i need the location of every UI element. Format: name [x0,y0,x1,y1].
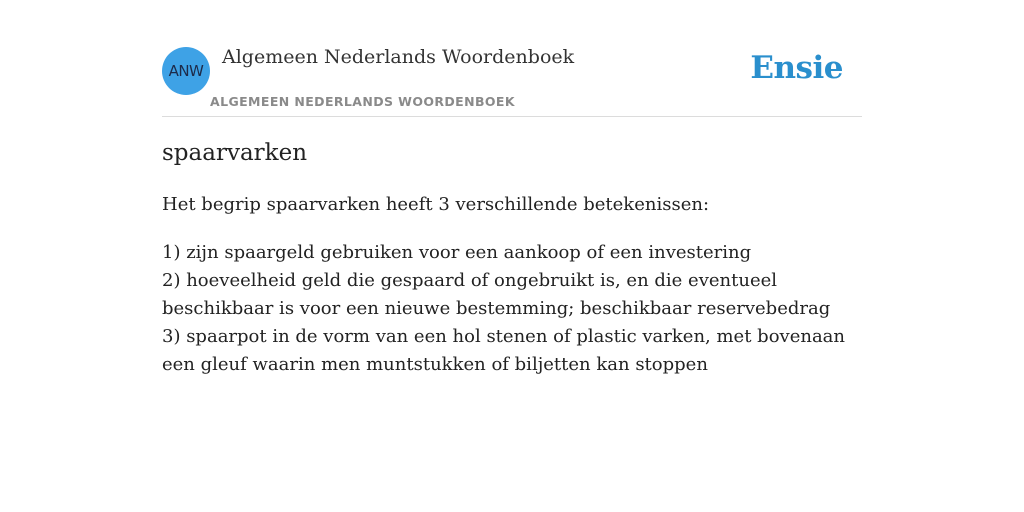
logo-text: ANW [168,62,204,80]
meaning-item: 3) spaarpot in de vorm van een hol stenen of plastic varken, met bovenaan een gleuf waarin men muntstukken of biljetten kan stoppen [162,326,845,375]
meaning-item: 2) hoeveelheid geld die gespaard of ongebruikt is, en die eventueel beschikbaar is voor een nieuwe bestemming; beschikbaar reservebedrag [162,270,831,319]
source-logo[interactable] [162,47,210,95]
entry-word: spaarvarken [162,140,308,166]
meanings-list [162,239,862,379]
source-subtitle: ALGEMEEN NEDERLANDS WOORDENBOEK [210,94,515,109]
entry-intro: Het begrip spaarvarken heeft 3 verschillende betekenissen: [162,194,710,215]
source-title[interactable]: Algemeen Nederlands Woordenboek [222,46,575,68]
meaning-item: 1) zijn spaargeld gebruiken voor een aankoop of een investering [162,242,752,263]
source-header [162,0,862,117]
page-container [162,0,862,375]
ensie-brand-logo[interactable]: Ensie [750,50,843,86]
